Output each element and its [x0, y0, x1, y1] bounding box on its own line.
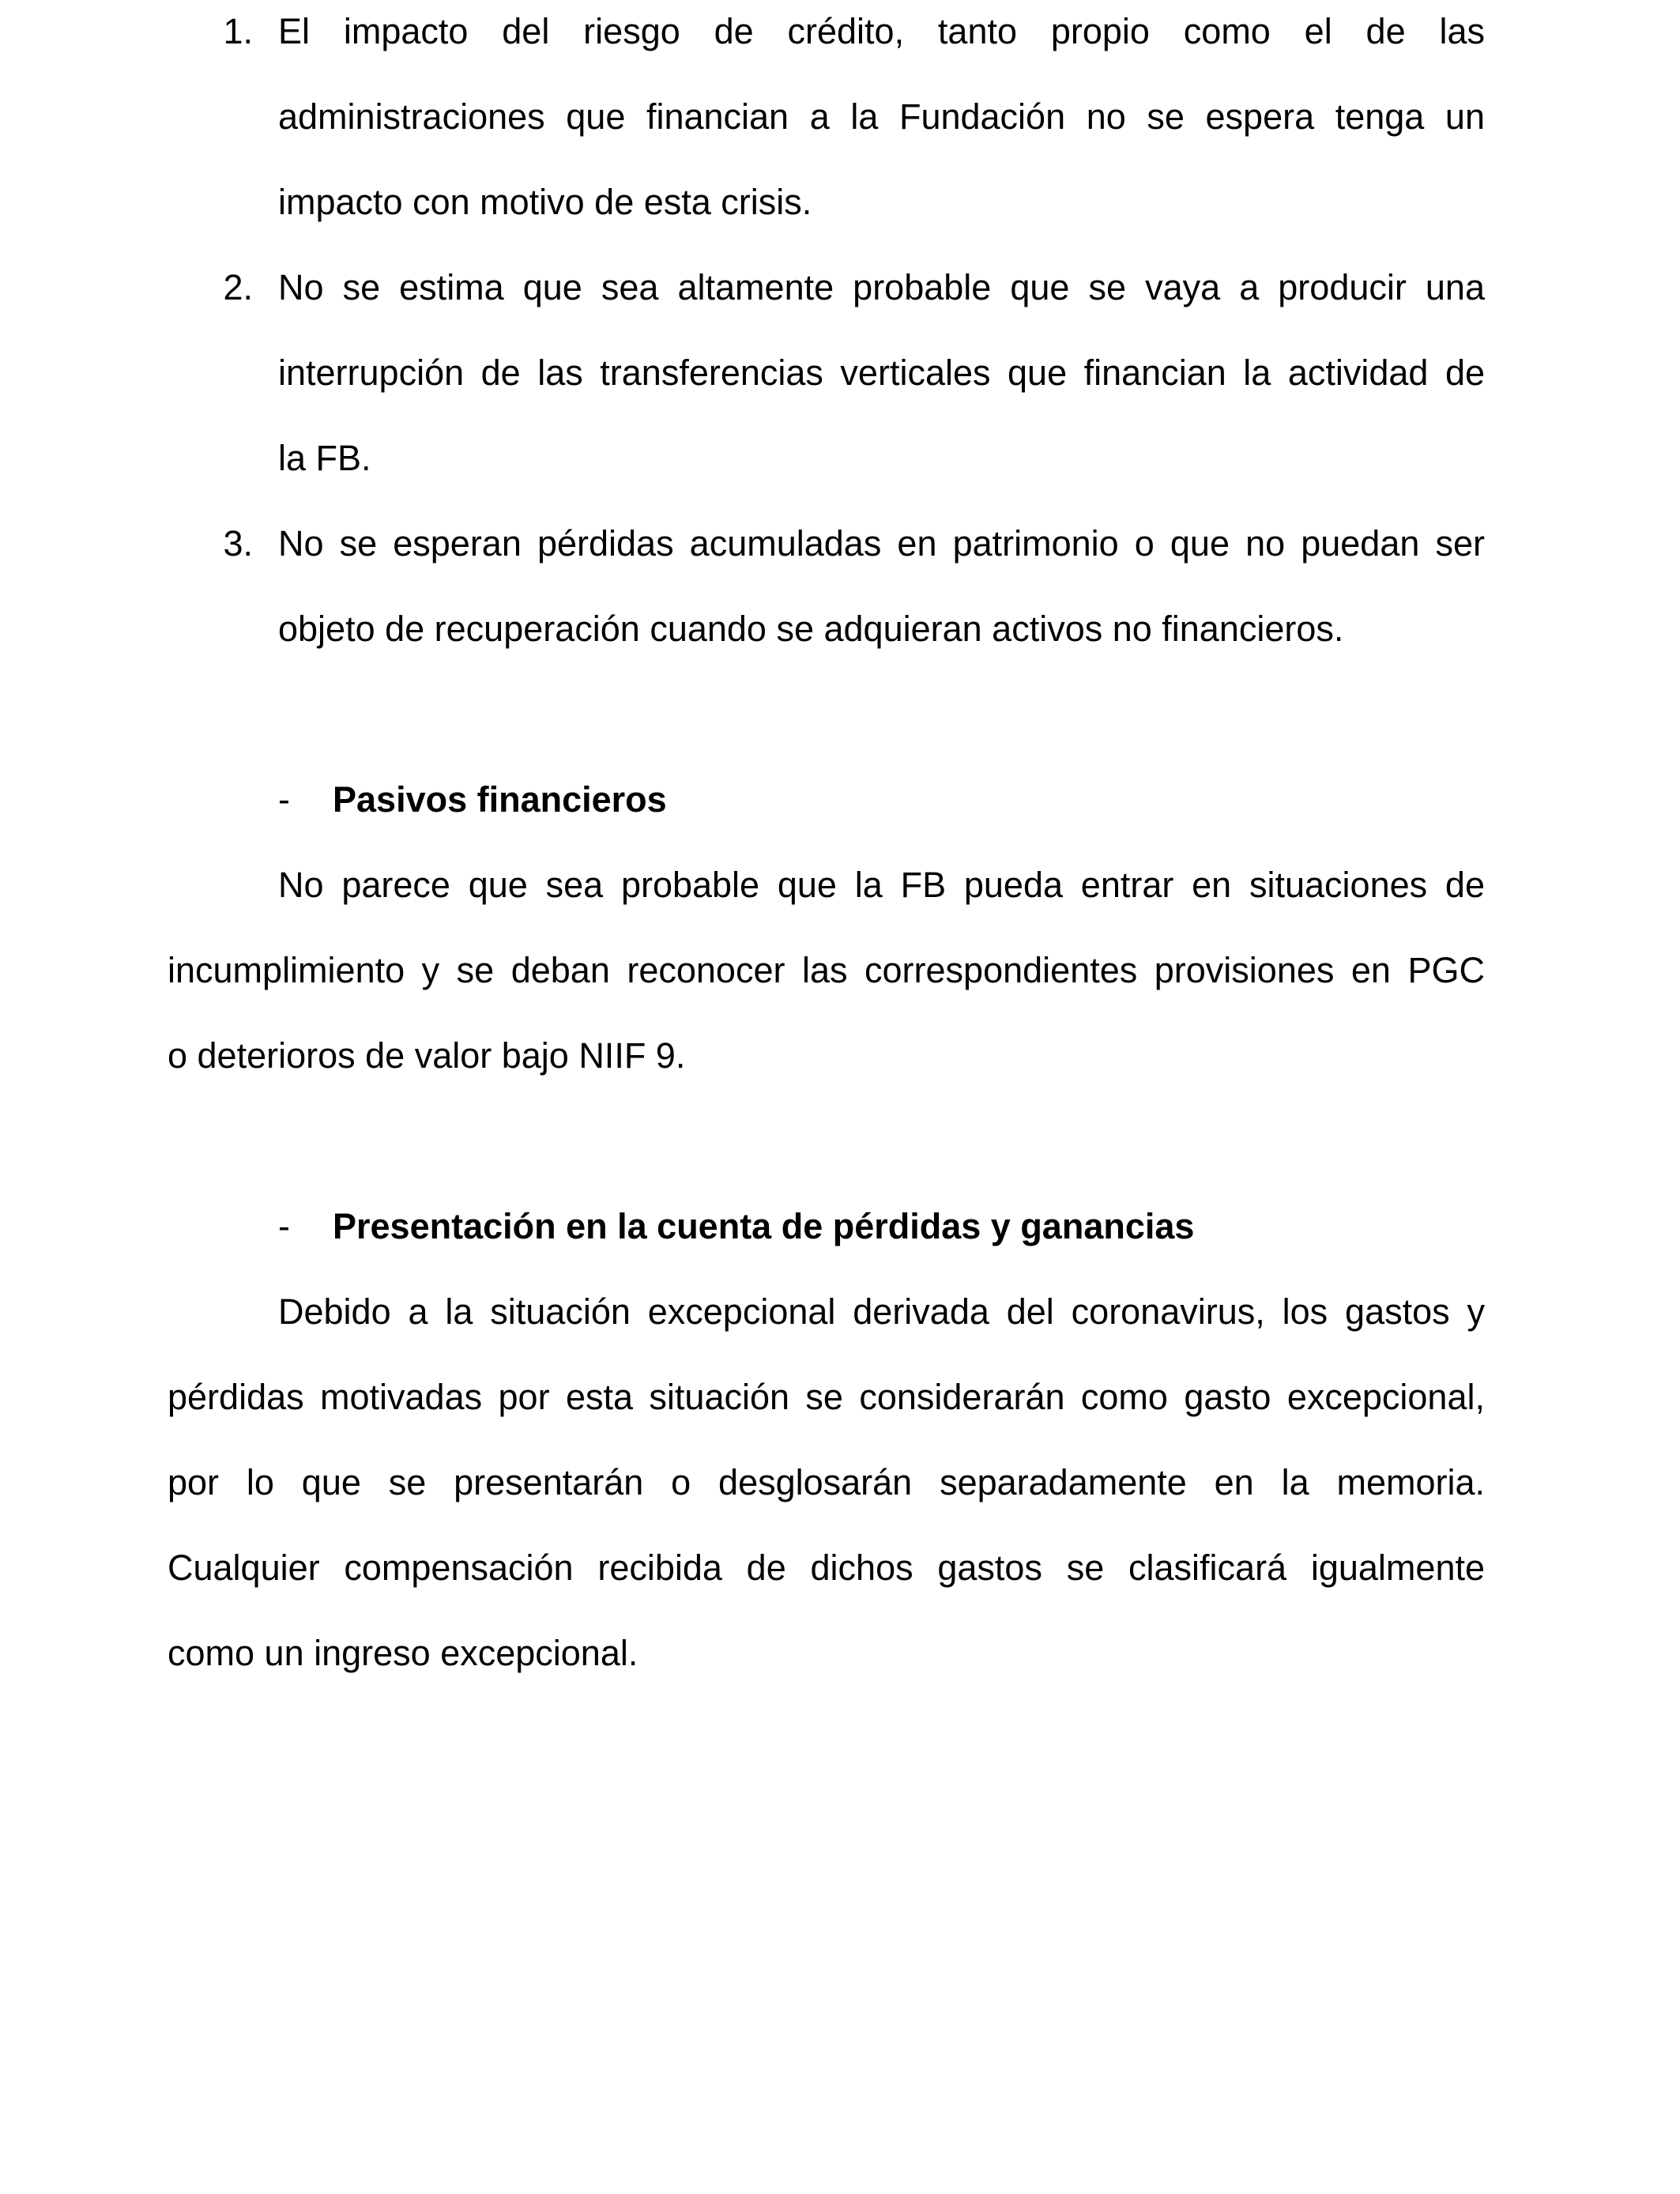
- list-item-1-line-1: El impacto del riesgo de crédito, tanto propio como el de las: [278, 11, 1485, 51]
- section-1-bullet: -: [278, 779, 290, 820]
- section-2-line-4: Cualquier compensación recibida de dichos gastos se clasificará igualmente: [168, 1547, 1485, 1588]
- section-2-line-5: como un ingreso excepcional.: [168, 1633, 638, 1673]
- list-item-2-line-1: No se estima que sea altamente probable que se vaya a producir una: [278, 267, 1485, 307]
- list-item-2-line-2: interrupción de las transferencias verticales que financian la actividad de: [278, 352, 1485, 393]
- list-number-3: 3.: [223, 523, 253, 564]
- list-item-3-line-2: objeto de recuperación cuando se adquieran activos no financieros.: [278, 609, 1344, 649]
- list-item-1-line-2: administraciones que financian a la Fundación no se espera tenga un: [278, 96, 1485, 137]
- section-1-line-3: o deterioros de valor bajo NIIF 9.: [168, 1035, 686, 1076]
- section-2-bullet: -: [278, 1206, 290, 1246]
- list-number-2: 2.: [223, 267, 253, 307]
- section-1-line-1: No parece que sea probable que la FB pueda entrar en situaciones de: [278, 865, 1485, 905]
- list-item-1-line-3: impacto con motivo de esta crisis.: [278, 182, 812, 222]
- section-2-heading: Presentación en la cuenta de pérdidas y ganancias: [333, 1206, 1195, 1246]
- section-1-heading: Pasivos financieros: [333, 779, 667, 820]
- list-item-3-line-1: No se esperan pérdidas acumuladas en patrimonio o que no puedan ser: [278, 523, 1485, 564]
- list-number-1: 1.: [223, 11, 253, 51]
- list-item-2-line-3: la FB.: [278, 438, 371, 478]
- section-2-line-2: pérdidas motivadas por esta situación se considerarán como gasto excepcional,: [168, 1377, 1485, 1417]
- section-1-line-2: incumplimiento y se deban reconocer las correspondientes provisiones en PGC: [168, 950, 1485, 990]
- section-2-line-3: por lo que se presentarán o desglosarán separadamente en la memoria.: [168, 1462, 1485, 1502]
- section-2-line-1: Debido a la situación excepcional derivada del coronavirus, los gastos y: [278, 1291, 1485, 1332]
